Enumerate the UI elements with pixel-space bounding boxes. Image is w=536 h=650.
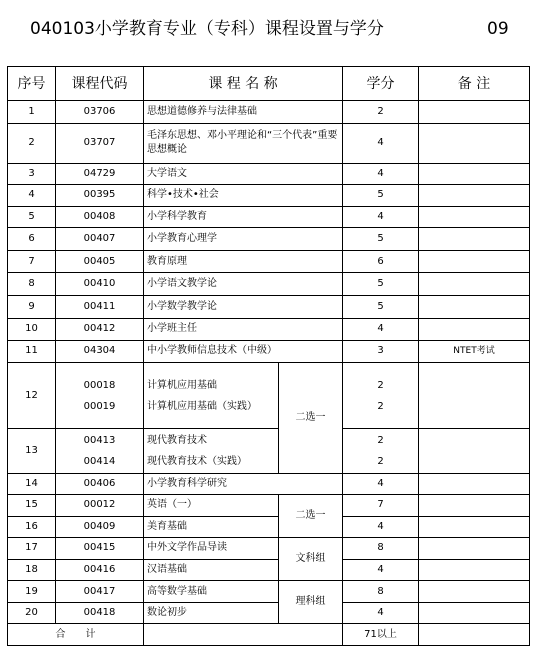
- group-label: 文科组: [279, 538, 343, 581]
- row-note: [419, 228, 530, 251]
- row-codes: [56, 362, 144, 429]
- row-no: 20: [8, 602, 56, 624]
- course-table: [7, 66, 530, 646]
- header-name: 课 程 名 称: [144, 67, 343, 101]
- row-code: 00407: [56, 228, 144, 251]
- row-credit: 5: [343, 185, 419, 207]
- row-credit: 5: [343, 273, 419, 296]
- table-row: [8, 429, 530, 473]
- row-note: [419, 602, 530, 624]
- table-row: [8, 163, 530, 185]
- row-code: 04304: [56, 341, 144, 363]
- row-no: 8: [8, 273, 56, 296]
- row-note: [419, 473, 530, 495]
- row-note: [419, 318, 530, 341]
- table-row: [8, 473, 530, 495]
- row-name: 计算机应用基础（实践）: [147, 400, 257, 412]
- table-row: [8, 516, 530, 538]
- row-credits: [343, 362, 419, 429]
- row-name: 中小学教师信息技术（中级）: [144, 341, 343, 363]
- table-row: [8, 185, 530, 207]
- header-code: 课程代码: [56, 67, 144, 101]
- row-credit: 4: [343, 318, 419, 341]
- table-row: [8, 228, 530, 251]
- table-row: [8, 250, 530, 273]
- row-note: [419, 101, 530, 124]
- row-no: 15: [8, 495, 56, 517]
- row-note: [419, 581, 530, 603]
- row-code: 04729: [56, 163, 144, 185]
- row-name: 科学•技术•社会: [144, 185, 343, 207]
- table-row: [8, 273, 530, 296]
- row-credit: 2: [377, 379, 384, 391]
- row-code: 00019: [83, 400, 116, 412]
- row-name: 小学教育心理学: [144, 228, 343, 251]
- row-code: 00414: [83, 455, 116, 467]
- header-no: 序号: [8, 67, 56, 101]
- header-note: 备 注: [419, 67, 530, 101]
- row-note: [419, 295, 530, 318]
- row-no: 7: [8, 250, 56, 273]
- row-note: [419, 429, 530, 473]
- row-no: 13: [8, 429, 56, 473]
- row-credit: 6: [343, 250, 419, 273]
- table-row: [8, 295, 530, 318]
- row-code: 00418: [56, 602, 144, 624]
- row-note: [419, 185, 530, 207]
- row-no: 6: [8, 228, 56, 251]
- row-code: 00409: [56, 516, 144, 538]
- row-note: [419, 362, 530, 429]
- page-title: 040103小学教育专业（专科）课程设置与学分: [30, 19, 384, 39]
- total-label: 合 计: [8, 624, 144, 646]
- row-credit: 4: [343, 123, 419, 163]
- row-note: [419, 163, 530, 185]
- row-no: 19: [8, 581, 56, 603]
- row-no: 11: [8, 341, 56, 363]
- row-no: 16: [8, 516, 56, 538]
- row-credit: 2: [377, 400, 384, 412]
- table-row: [8, 581, 530, 603]
- row-note: [419, 123, 530, 163]
- group-label: 理科组: [279, 581, 343, 624]
- row-note: [419, 538, 530, 560]
- row-no: 17: [8, 538, 56, 560]
- row-credit: 5: [343, 228, 419, 251]
- row-credit: 2: [343, 101, 419, 124]
- row-code: 00395: [56, 185, 144, 207]
- row-note: [419, 273, 530, 296]
- table-row: [8, 495, 530, 517]
- row-no: 12: [8, 362, 56, 429]
- row-code: 00406: [56, 473, 144, 495]
- row-code: 00408: [56, 206, 144, 228]
- row-no: 18: [8, 559, 56, 581]
- row-credit: 4: [343, 473, 419, 495]
- table-row: [8, 101, 530, 124]
- row-code: 00413: [83, 434, 116, 446]
- table-row: [8, 206, 530, 228]
- header-credit: 学分: [343, 67, 419, 101]
- total-row: [8, 624, 530, 646]
- row-codes: [56, 429, 144, 473]
- header-row: [8, 67, 530, 101]
- row-name: 高等数学基础: [144, 581, 279, 603]
- row-name: 计算机应用基础: [147, 379, 217, 391]
- row-credit: 3: [343, 341, 419, 363]
- row-credit: 2: [377, 455, 384, 467]
- group-label: 二选一: [279, 495, 343, 538]
- row-credit: 8: [343, 538, 419, 560]
- row-code: 00405: [56, 250, 144, 273]
- row-code: 00412: [56, 318, 144, 341]
- total-empty: [144, 624, 343, 646]
- row-no: 14: [8, 473, 56, 495]
- row-credit: 5: [343, 295, 419, 318]
- row-credit: 8: [343, 581, 419, 603]
- row-code: 03707: [56, 123, 144, 163]
- table-row: [8, 602, 530, 624]
- row-code: 00411: [56, 295, 144, 318]
- row-credit: 4: [343, 602, 419, 624]
- row-name: 毛泽东思想、邓小平理论和“三个代表”重要思想概论: [144, 123, 343, 163]
- row-code: 00012: [56, 495, 144, 517]
- row-code: 00018: [83, 379, 116, 391]
- row-name: 小学数学教学论: [144, 295, 343, 318]
- row-name: 美育基础: [144, 516, 279, 538]
- row-name: 小学教育科学研究: [144, 473, 343, 495]
- row-code: 00415: [56, 538, 144, 560]
- row-credit: 4: [343, 163, 419, 185]
- table-row: [8, 538, 530, 560]
- row-name: 教育原理: [144, 250, 343, 273]
- row-note: [419, 516, 530, 538]
- row-names: [144, 362, 279, 429]
- row-credit: 4: [343, 559, 419, 581]
- total-note: [419, 624, 530, 646]
- row-credit: 2: [377, 434, 384, 446]
- row-note: [419, 206, 530, 228]
- table-row: [8, 123, 530, 163]
- row-credit: 4: [343, 516, 419, 538]
- row-name: 汉语基础: [144, 559, 279, 581]
- row-no: 4: [8, 185, 56, 207]
- row-name: 数论初步: [144, 602, 279, 624]
- total-credit: 71以上: [343, 624, 419, 646]
- row-code: 00416: [56, 559, 144, 581]
- row-name: 大学语文: [144, 163, 343, 185]
- row-note: [419, 495, 530, 517]
- row-name: 小学科学教育: [144, 206, 343, 228]
- group-label: 二选一: [279, 362, 343, 473]
- row-no: 1: [8, 101, 56, 124]
- table-row: [8, 318, 530, 341]
- table-row: [8, 362, 530, 429]
- row-no: 5: [8, 206, 56, 228]
- table-row: [8, 341, 530, 363]
- row-credit: 7: [343, 495, 419, 517]
- page-number: 09: [487, 19, 509, 39]
- row-note: [419, 250, 530, 273]
- row-note: [419, 559, 530, 581]
- row-note: NTET考试: [419, 341, 530, 363]
- row-names: [144, 429, 279, 473]
- row-no: 9: [8, 295, 56, 318]
- row-no: 2: [8, 123, 56, 163]
- row-code: 03706: [56, 101, 144, 124]
- table-row: [8, 559, 530, 581]
- row-name: 思想道德修养与法律基础: [144, 101, 343, 124]
- row-name: 小学班主任: [144, 318, 343, 341]
- row-no: 10: [8, 318, 56, 341]
- row-name: 现代教育技术（实践）: [147, 455, 247, 467]
- row-code: 00417: [56, 581, 144, 603]
- row-credits: [343, 429, 419, 473]
- row-credit: 4: [343, 206, 419, 228]
- row-name: 英语（一）: [144, 495, 279, 517]
- row-code: 00410: [56, 273, 144, 296]
- row-name: 现代教育技术: [147, 434, 207, 446]
- row-no: 3: [8, 163, 56, 185]
- row-name: 小学语文教学论: [144, 273, 343, 296]
- row-name: 中外文学作品导读: [144, 538, 279, 560]
